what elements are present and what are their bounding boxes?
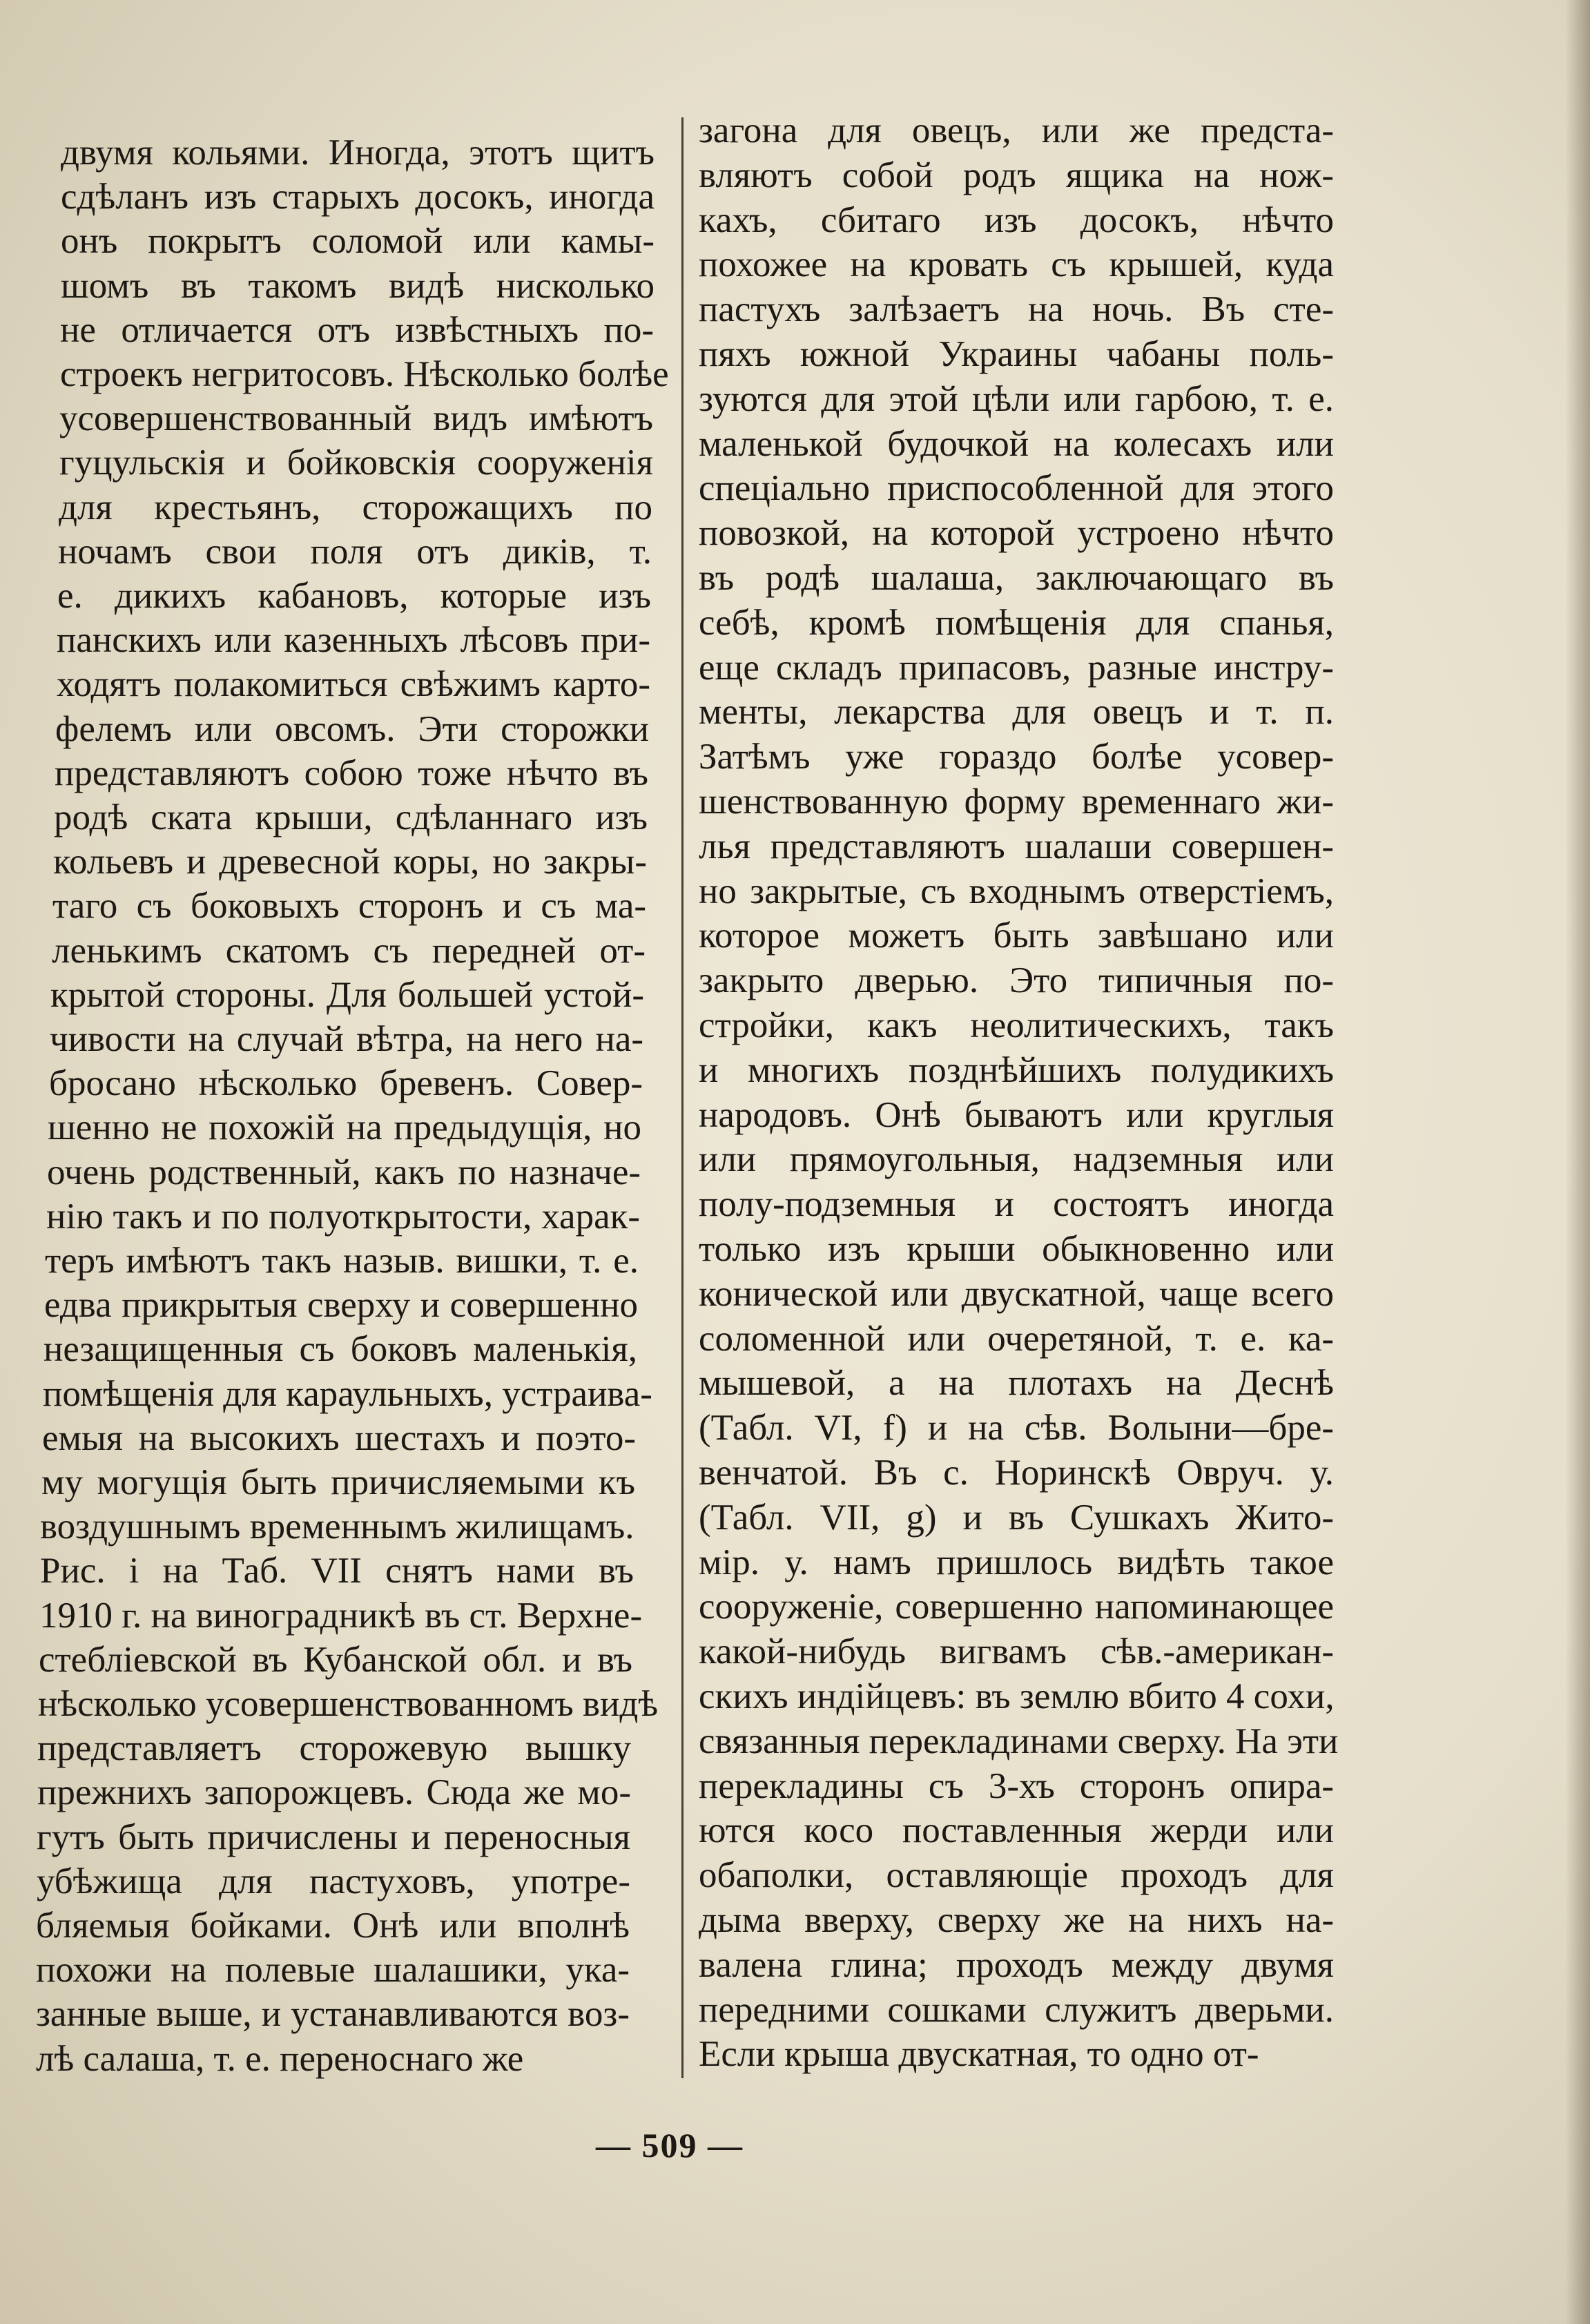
left-column-line: крытой стороны. Для большей устой-: [50, 974, 644, 1015]
left-column-line: гутъ быть причислены и переносныя: [37, 1817, 630, 1857]
right-column-line: дыма вверху, сверху же на нихъ на-: [699, 1900, 1334, 1940]
left-column-line: занные выше, и устанавливаются воз-: [36, 1994, 630, 2035]
right-column-line: кахъ, сбитаго изъ досокъ, нѣчто: [699, 200, 1334, 240]
right-column-line: маленькой будочкой на колесахъ или: [699, 423, 1334, 464]
left-column-line: нѣсколько усовершенствованномъ видѣ: [38, 1684, 659, 1724]
left-column-line: кольевъ и древесной коры, но закры-: [53, 842, 647, 882]
left-column-line: чивости на случай вѣтра, на него на-: [50, 1019, 643, 1059]
left-column-line: панскихъ или казенныхъ лѣсовъ при-: [57, 620, 650, 661]
right-column-line: полу-подземныя и состоятъ иногда: [699, 1184, 1334, 1225]
left-column-line: теръ имѣютъ такъ назыв. вишки, т. е.: [45, 1241, 639, 1281]
right-column-line: обаполки, оставляющiе проходъ для: [699, 1855, 1334, 1896]
right-column-line: венчатой. Въ с. Норинскѣ Овруч. у.: [699, 1453, 1334, 1493]
right-column-line: спецiально приспособленной для этого: [699, 468, 1334, 509]
right-column-line: стройки, какъ неолитическихъ, такъ: [699, 1005, 1334, 1045]
right-column-line: загона для овецъ, или же предста-: [699, 110, 1334, 151]
left-column-line: строекъ негритосовъ. Нѣсколько болѣе: [60, 354, 669, 394]
right-column-line: вляютъ собой родъ ящика на нож-: [699, 155, 1334, 195]
left-column-line: таго съ боковыхъ сторонъ и съ ма-: [52, 886, 646, 927]
right-column-line: повозкой, на которой устроено нѣчто: [699, 513, 1334, 554]
left-column-line: Рис. i на Таб. VII снятъ нами въ: [40, 1551, 634, 1591]
right-column-line: Затѣмъ уже гораздо болѣе усовер-: [699, 737, 1334, 777]
left-column-line: стеблiевской въ Кубанской обл. и въ: [39, 1639, 632, 1680]
left-column-line: очень родственный, какъ по назначе-: [47, 1152, 641, 1192]
left-column-line: незащищенныя съ боковъ маленькiя,: [43, 1329, 637, 1370]
left-column-line: му могущiя быть причисляемыми къ: [41, 1462, 635, 1502]
right-column-line: пастухъ залѣзаетъ на ночь. Въ сте-: [699, 289, 1334, 330]
right-column-line: перекладины съ 3-хъ сторонъ опира-: [699, 1765, 1334, 1806]
left-column-line: усовершенствованный видъ имѣютъ: [59, 398, 653, 439]
right-column-line: и многихъ позднѣйшихъ полудикихъ: [699, 1049, 1334, 1090]
right-column-line: шенствованную форму временнаго жи-: [699, 782, 1334, 822]
left-column-line: онъ покрытъ соломой или камы-: [61, 221, 655, 262]
left-column-line: 1910 г. на виноградникѣ въ ст. Верхне-: [39, 1595, 643, 1636]
right-column-line: конической или двускатной, чаще всего: [699, 1273, 1334, 1314]
left-column-line: помѣщенiя для караульныхъ, устраива-: [43, 1373, 652, 1414]
right-column-line: мiр. у. намъ пришлось видѣть такое: [699, 1542, 1334, 1582]
right-column-line: зуются для этой цѣли или гарбою, т. е.: [699, 378, 1334, 419]
left-column-line: двумя кольями. Иногда, этотъ щитъ: [61, 133, 655, 173]
left-column-line: родѣ ската крыши, сдѣланнаго изъ: [54, 797, 648, 837]
left-column-line: воздушнымъ временнымъ жилищамъ.: [40, 1507, 634, 1547]
left-column-line: нiю такъ и по полуоткрытости, харак-: [46, 1196, 640, 1237]
right-column-line: въ родѣ шалаша, заключающаго въ: [699, 558, 1334, 598]
right-column-line: какой-нибудь вигвамъ сѣв.-американ-: [699, 1631, 1334, 1672]
left-column-line: шенно не похожiй на предыдущiя, но: [48, 1107, 641, 1148]
right-column-line: только изъ крыши обыкновенно или: [699, 1229, 1334, 1269]
right-column-line: похожее на кровать съ крышей, куда: [699, 244, 1334, 285]
left-column-line: ходятъ полакомиться свѣжимъ карто-: [57, 664, 650, 705]
left-column-line: емыя на высокихъ шестахъ и поэто-: [42, 1417, 636, 1458]
left-column-line: не отличается отъ извѣстныхъ по-: [60, 309, 654, 350]
left-column-line: ленькимъ скатомъ съ передней от-: [52, 930, 646, 971]
left-column-line: шомъ въ такомъ видѣ нисколько: [61, 265, 655, 306]
left-column-line: представляютъ собою тоже нѣчто въ: [55, 753, 648, 793]
right-column-line: мышевой, а на плотахъ на Деснѣ: [699, 1363, 1334, 1404]
left-column-line: фелемъ или овсомъ. Эти сторожки: [55, 708, 649, 749]
right-column-line: но закрытые, съ входнымъ отверстiемъ,: [699, 871, 1334, 911]
right-column-line: себѣ, кромѣ помѣщенiя для спанья,: [699, 602, 1334, 643]
left-column-line: е. дикихъ кабановъ, которые изъ: [57, 576, 651, 616]
left-column-line: похожи на полевые шалашики, ука-: [36, 1950, 630, 1991]
right-column-line: закрыто дверью. Это типичныя по-: [699, 960, 1334, 1001]
right-column-line: пяхъ южной Украины чабаны поль-: [699, 334, 1334, 374]
page-number: — 509 —: [596, 2126, 744, 2165]
left-column-line: для крестьянъ, сторожащихъ по: [59, 487, 652, 527]
right-column-line: лья представляютъ шалаши совершен-: [699, 826, 1334, 866]
right-column-line: передними сошками служитъ дверьми.: [699, 1989, 1334, 2030]
right-column-line: соломенной или очеретяной, т. е. ка-: [699, 1318, 1334, 1359]
left-column-line: лѣ салаша, т. е. переноснаго же: [36, 2038, 524, 2079]
left-column-line: прежнихъ запорожцевъ. Сюда же мо-: [37, 1772, 631, 1813]
left-column-line: представляетъ сторожевую вышку: [37, 1728, 631, 1769]
right-column-line: скихъ индiйцевъ: въ землю вбито 4 сохи,: [699, 1676, 1335, 1716]
right-column-line: или прямоугольныя, надземныя или: [699, 1139, 1334, 1180]
left-column-line: убѣжища для пастуховъ, употре-: [37, 1861, 630, 1901]
right-column-line: ются косо поставленныя жерди или: [699, 1810, 1334, 1851]
column-divider: [681, 117, 683, 2078]
right-column-line: которое можетъ быть завѣшано или: [699, 916, 1334, 956]
right-column-line: сооруженiе, совершенно напоминающее: [699, 1587, 1334, 1627]
right-column-line: связанныя перекладинами сверху. На эти: [699, 1721, 1339, 1761]
left-column-line: едва прикрытыя сверху и совершенно: [44, 1285, 638, 1326]
left-column-line: бляемыя бойками. Онѣ или вполнѣ: [36, 1906, 630, 1946]
right-column-line: народовъ. Онѣ бываютъ или круглыя: [699, 1094, 1334, 1135]
right-column-line: (Табл. VI, f) и на сѣв. Волыни—бре-: [699, 1408, 1334, 1449]
left-column-line: гуцульскія и бойковскія сооруженія: [59, 443, 653, 483]
right-column-line: (Табл. VII, g) и въ Сушкахъ Жито-: [699, 1497, 1334, 1538]
page-edge-shadow: [1565, 0, 1590, 2324]
right-column-line: менты, лекарства для овецъ и т. п.: [699, 692, 1334, 733]
right-column-line: Если крыша двускатная, то одно от-: [699, 2034, 1259, 2075]
left-column-line: сдѣланъ изъ старыхъ досокъ, иногда: [61, 177, 655, 217]
left-column-line: бросано нѣсколько бревенъ. Совер-: [49, 1063, 643, 1104]
right-column-line: еще складъ припасовъ, разные инстру-: [699, 647, 1334, 688]
left-column-line: ночамъ свои поля отъ дикiв, т.: [58, 531, 652, 572]
right-column-line: валена глина; проходъ между двумя: [699, 1944, 1334, 1985]
